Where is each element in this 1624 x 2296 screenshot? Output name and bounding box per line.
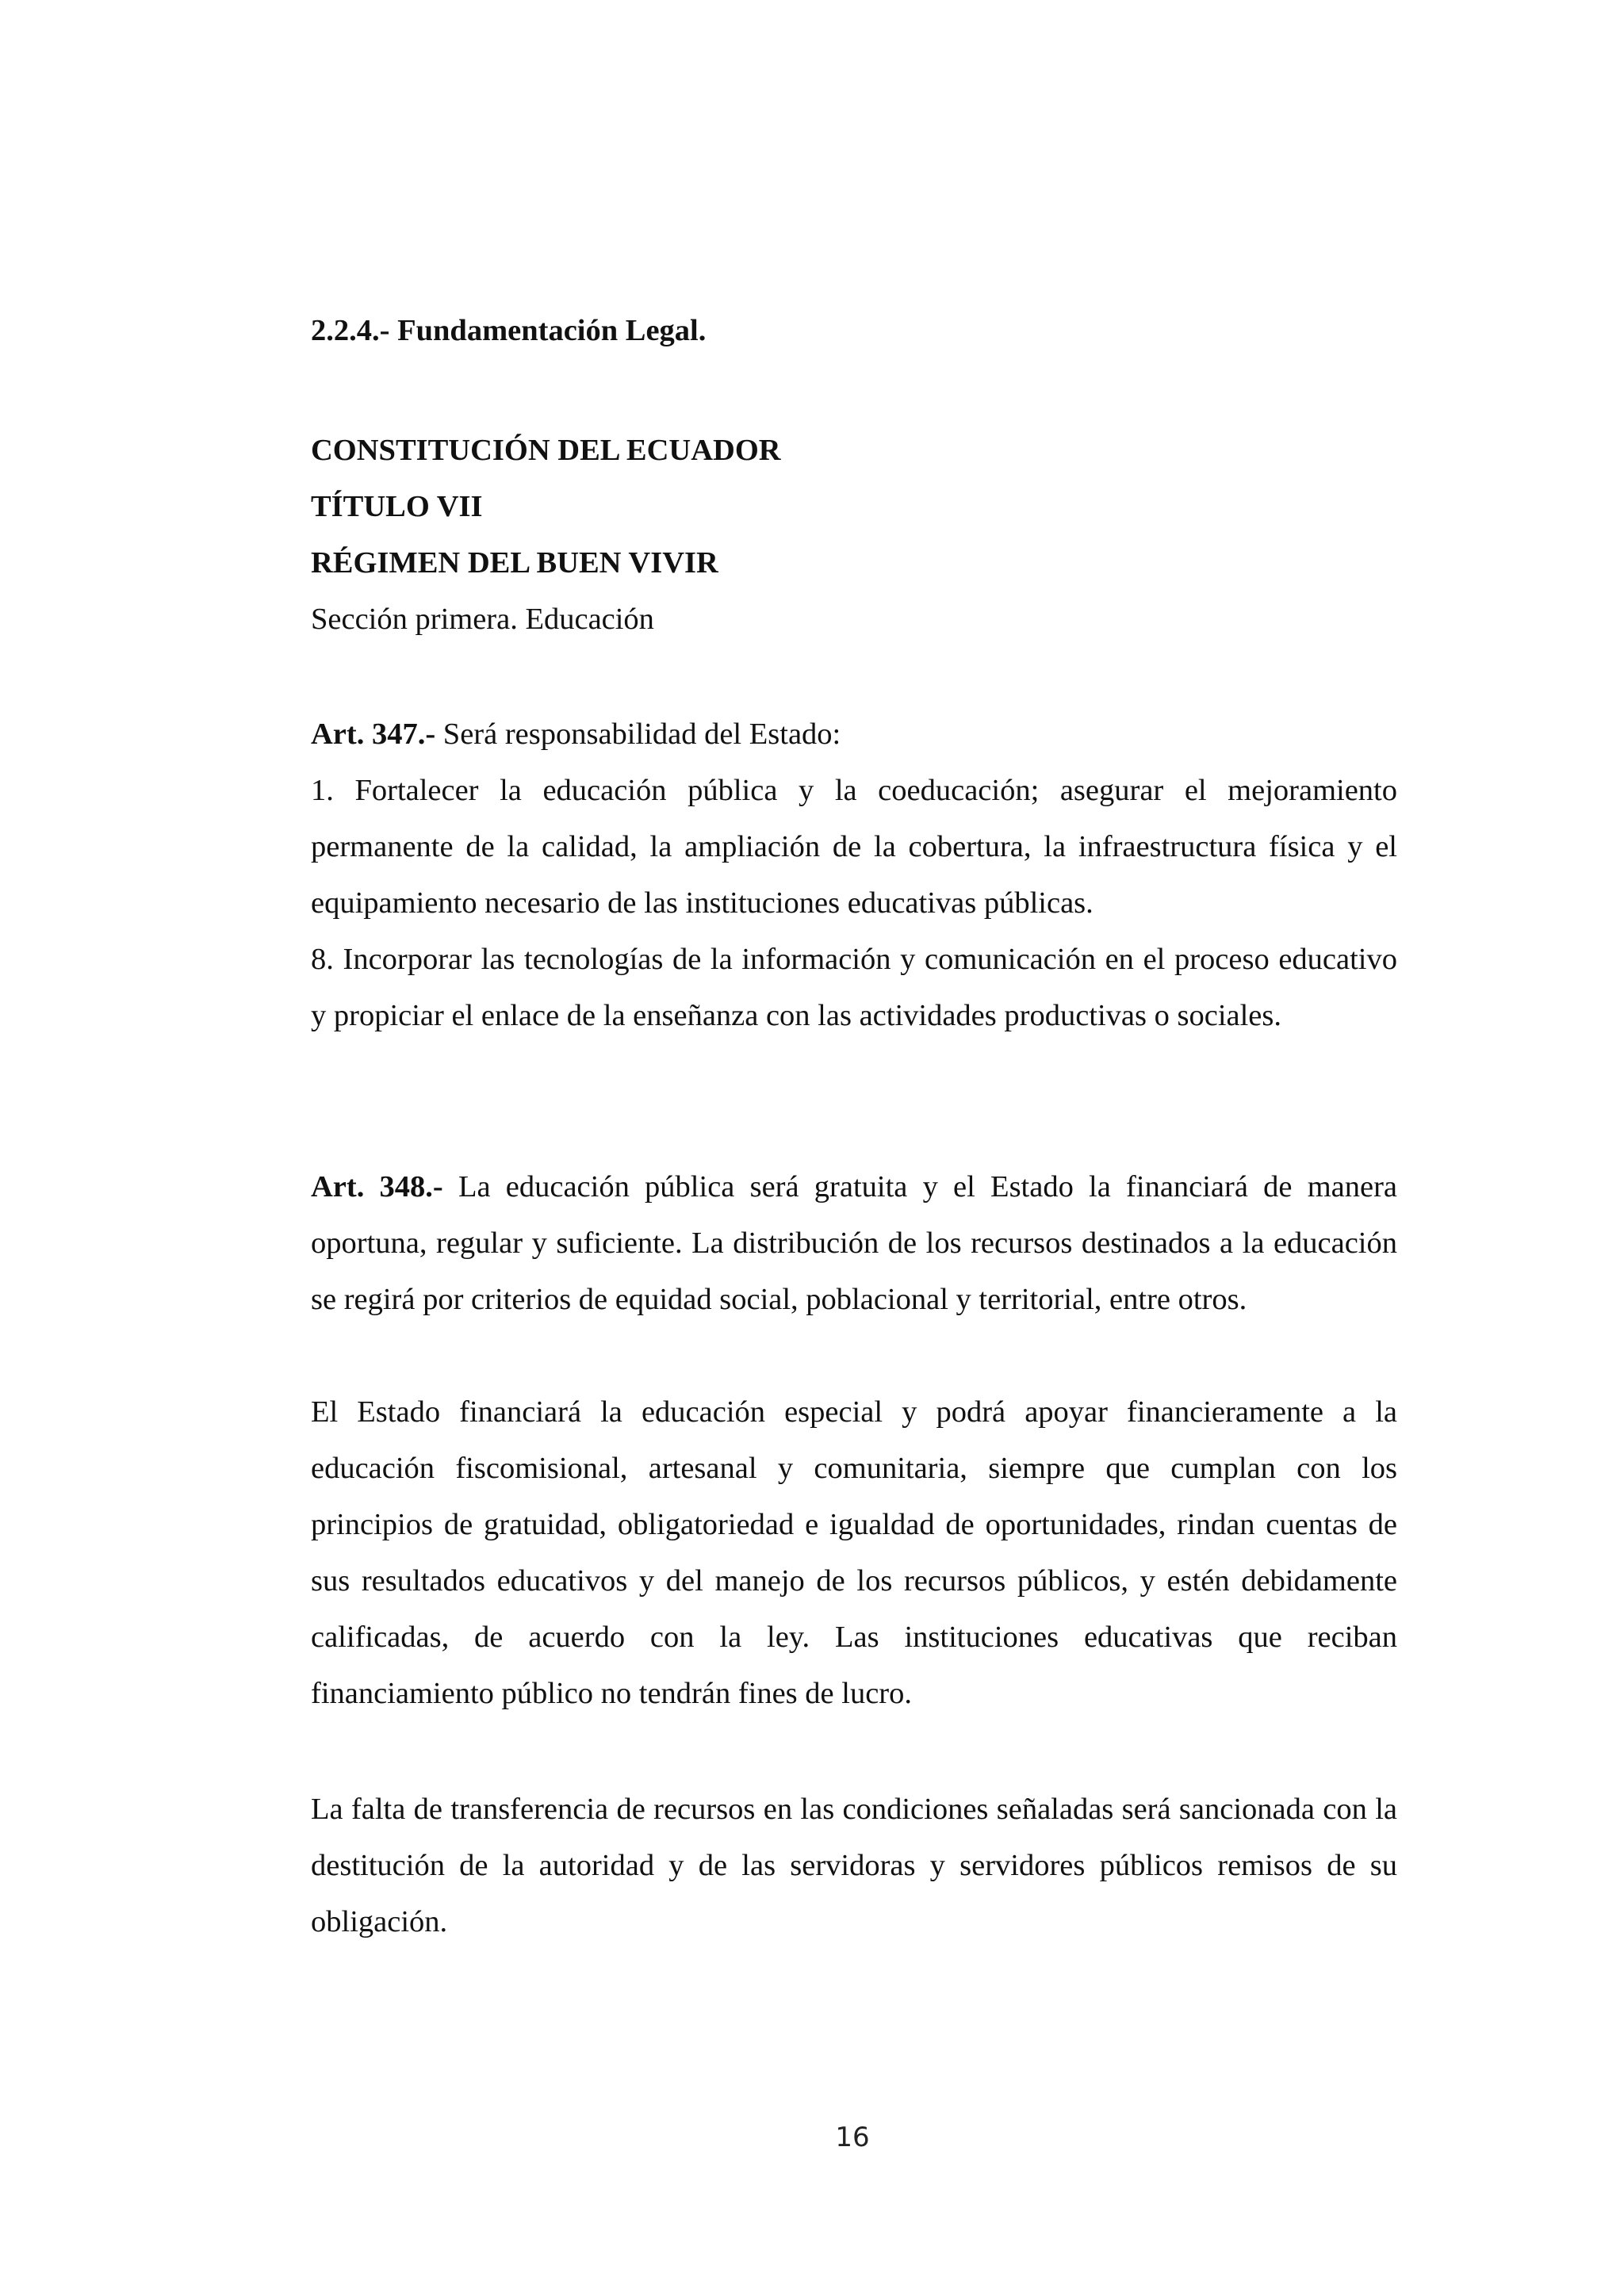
- seccion-subheading: Sección primera. Educación: [311, 603, 654, 636]
- art348-paragraph3: La falta de transferencia de recursos en las condiciones señaladas será sancionada con la destitución de la autoridad y de las servidoras y servidores públicos remisos de su obligación.: [311, 1793, 1397, 1938]
- art348-paragraph2: El Estado financiará la educación especial y podrá apoyar financieramente a la educación fiscomisional, artesanal y comunitaria, siempre que cumplan con los principios de gratuidad, obligatoriedad e igualdad de oportunidades, rindan cuentas de sus resultados educativos y del manejo de los recursos públicos, y estén debidamente calificadas, de acuerdo con la ley. Las instituciones educativas que reciban financiamiento público no tendrán fines de lucro.: [311, 1395, 1397, 1710]
- section-heading: 2.2.4.- Fundamentación Legal.: [311, 314, 707, 347]
- art348-paragraph1: [311, 1159, 1397, 1328]
- art347-intro-line: [311, 706, 1397, 763]
- art347-item8: 8. Incorporar las tecnologías de la información y comunicación en el proceso educativo y propiciar el enlace de la enseñanza con las actividades productivas o sociales.: [311, 943, 1397, 1032]
- art347-item1: 1. Fortalecer la educación pública y la coeducación; asegurar el mejoramiento permanente de la calidad, la ampliación de la cobertura, la infraestructura física y el equipamiento necesario de las instituciones educativas públicas.: [311, 774, 1397, 920]
- art347-intro: Será responsabilidad del Estado:: [435, 718, 841, 751]
- titulo-heading: TÍTULO VII: [311, 490, 483, 523]
- constitution-title: CONSTITUCIÓN DEL ECUADOR: [311, 434, 781, 467]
- regimen-heading: RÉGIMEN DEL BUEN VIVIR: [311, 546, 718, 580]
- page-number: 16: [835, 2122, 870, 2153]
- art347-label: Art. 347.-: [311, 718, 436, 751]
- art348-text1: La educación pública será gratuita y el Estado la financiará de manera oportuna, regular y suficiente. La distribución de los recursos destinados a la educación se regirá por criterios de equidad social, poblacional y territorial, entre otros.: [311, 1170, 1397, 1316]
- art348-label: Art. 348.-: [311, 1170, 443, 1203]
